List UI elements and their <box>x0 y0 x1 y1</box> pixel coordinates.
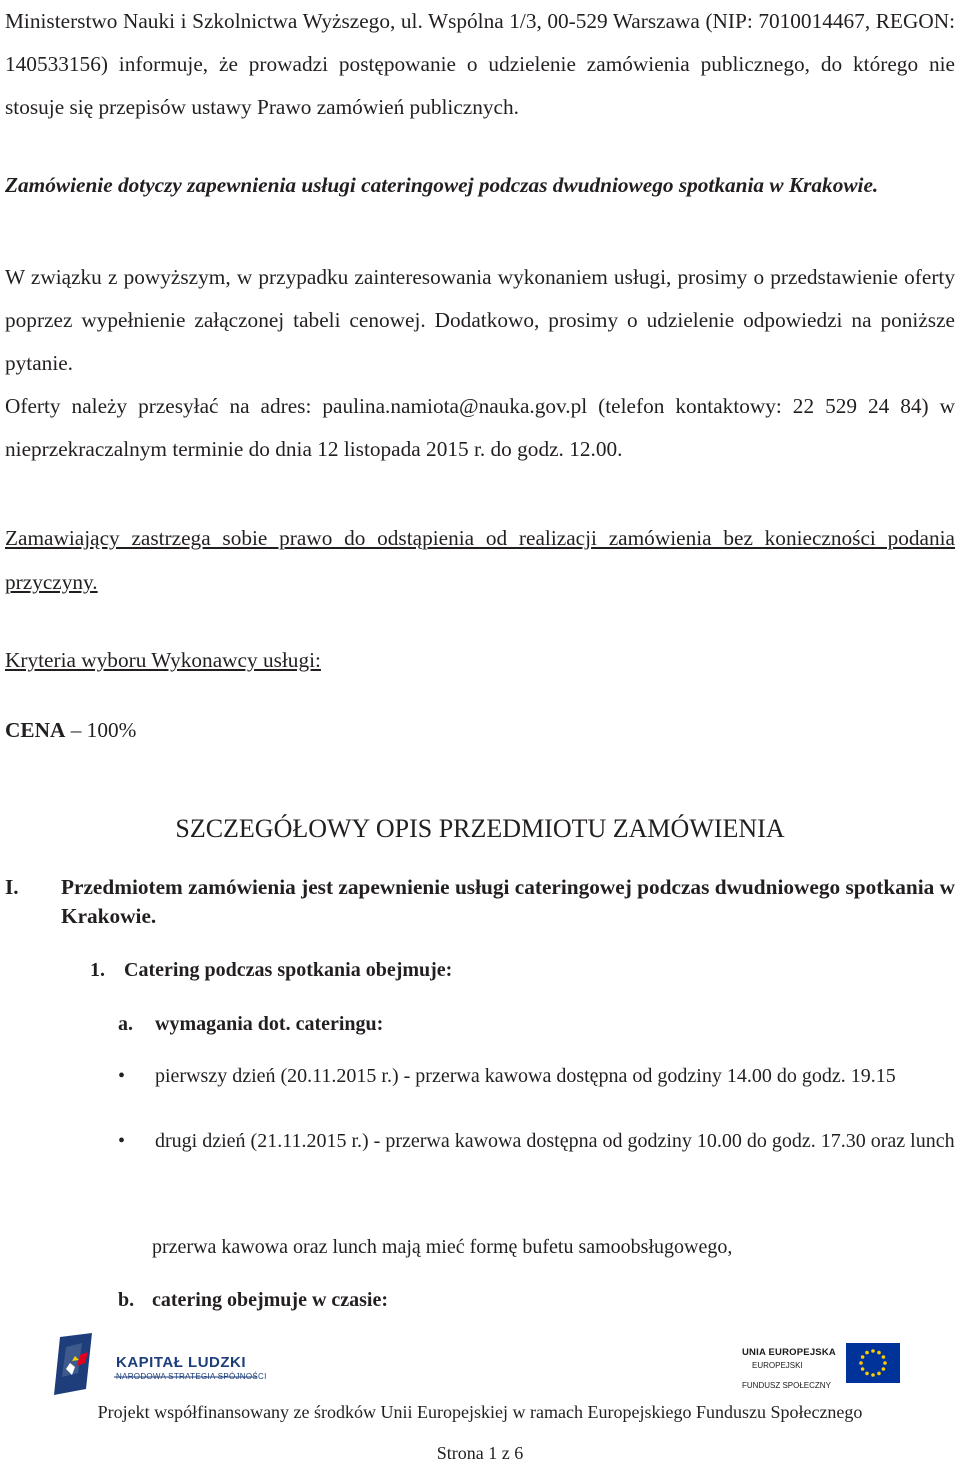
page-number: Strona 1 z 6 <box>436 1443 524 1463</box>
intro-paragraph: Ministerstwo Nauki i Szkolnictwa Wyższego, ul. Wspólna 1/3, 00-529 Warszawa (NIP: 7010014467, REGON: 140533156) informuje, że prowadzi postępowanie o udzielenie zamówienia publicznego, do którego nie stosuje się przepisów ustawy Prawo zamówień publicznych. <box>5 9 955 119</box>
item-a-text: wymagania dot. cateringu: <box>155 1013 384 1035</box>
item-1-number: 1. <box>90 959 105 981</box>
conditions-paragraph-1: W związku z powyższym, w przypadku zainteresowania wykonaniem usługi, prosimy o przedstawienie oferty poprzez wypełnienie załączonej tabeli cenowej. Dodatkowo, prosimy o udzielenie odpowiedzi na poniższe pytanie. <box>5 265 955 375</box>
conditions-paragraph-2: Oferty należy przesyłać na adres: paulina.namiota@nauka.gov.pl (telefon kontaktowy: 22 529 24 84) w nieprzekraczalnym terminie do dnia 12 listopada 2015 r. do godz. 12.00. <box>5 394 955 461</box>
bullet-symbol: • <box>118 1065 126 1087</box>
kapital-ludzki-subtitle: NARODOWA STRATEGIA SPÓJNOŚCI <box>116 1372 267 1381</box>
criteria-name: CENA <box>5 718 66 742</box>
reservation-paragraph: Zamawiający zastrzega sobie prawo do odstąpienia od realizacji zamówienia bez konieczności podania przyczyny. <box>5 526 955 594</box>
section-number: I. <box>5 875 19 899</box>
item-b-label: b. <box>118 1289 135 1311</box>
eu-logo-line-4: FUNDUSZ SPOŁECZNY <box>742 1381 831 1390</box>
criteria-value: 100% <box>86 718 137 742</box>
eu-logo-line-1: UNIA EUROPEJSKA <box>742 1347 836 1358</box>
conditions-block <box>5 256 955 471</box>
eu-logo-line-2: EUROPEJSKI <box>752 1361 803 1370</box>
bullet-item: pierwszy dzień (20.11.2015 r.) - przerwa kawowa dostępna od godziny 14.00 do godz. 19.15 <box>155 1065 896 1087</box>
bullet-symbol: • <box>118 1130 126 1152</box>
section-text: Przedmiotem zamówienia jest zapewnienie usługi cateringowej podczas dwudniowego spotkania w Krakowie. <box>61 875 955 928</box>
item-1-text: Catering podczas spotkania obejmuje: <box>124 959 453 981</box>
criteria-heading: Kryteria wyboru Wykonawcy usługi: <box>5 648 321 672</box>
bullet-item: drugi dzień (21.11.2015 r.) - przerwa kawowa dostępna od godziny 10.00 do godz. 17.30 oraz lunch <box>155 1130 955 1152</box>
item-b-text: catering obejmuje w czasie: <box>152 1289 389 1311</box>
footer-project-text: Projekt współfinansowany ze środków Unii Europejskiej w ramach Europejskiego Funduszu Społecznego <box>97 1402 863 1422</box>
main-title: SZCZEGÓŁOWY OPIS PRZEDMIOTU ZAMÓWIENIA <box>175 814 785 843</box>
subject-paragraph: Zamówienie dotyczy zapewnienia usługi cateringowej podczas dwudniowego spotkania w Krakowie. <box>5 173 879 197</box>
item-a-label: a. <box>118 1013 133 1035</box>
kapital-ludzki-title: KAPITAŁ LUDZKI <box>116 1354 247 1371</box>
criteria-dash: – <box>70 718 82 742</box>
criteria-line <box>5 715 136 745</box>
buffet-note: przerwa kawowa oraz lunch mają mieć formę bufetu samoobsługowego, <box>152 1236 733 1258</box>
